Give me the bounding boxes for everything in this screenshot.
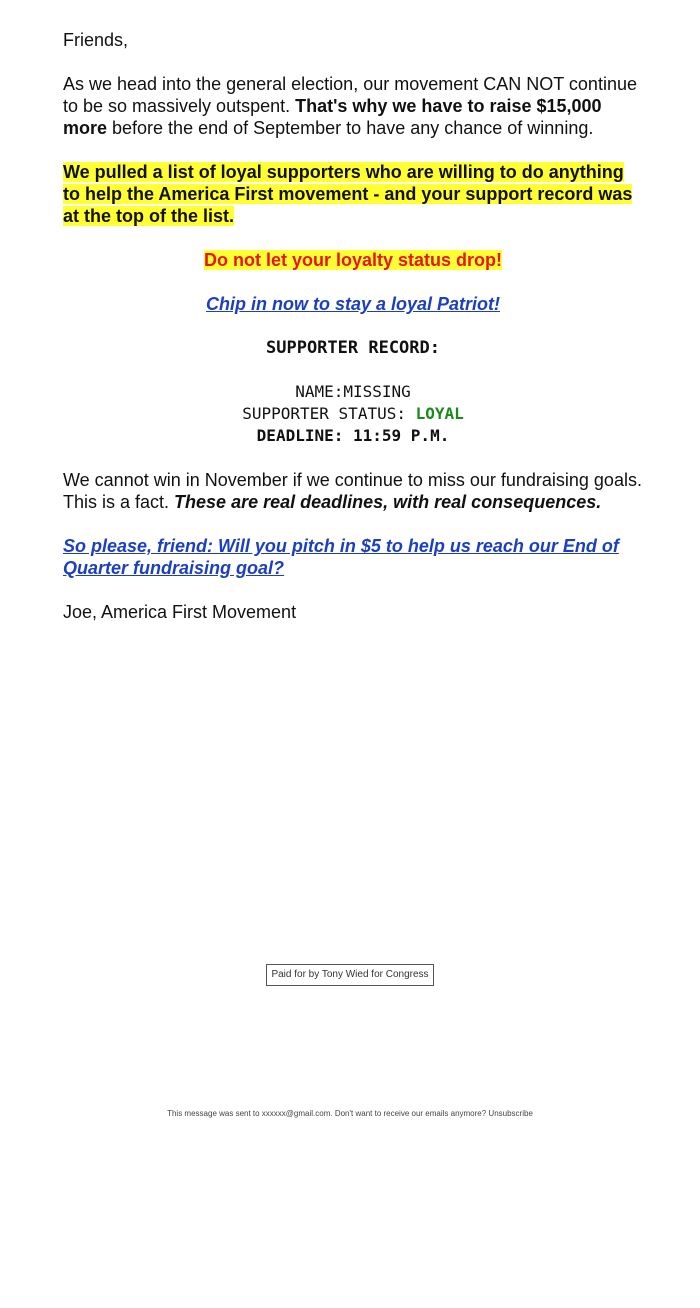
- intro-paragraph: [63, 73, 643, 139]
- warning-text: Do not let your loyalty status drop!: [203, 250, 503, 270]
- paid-for-disclaimer: Paid for by Tony Wied for Congress: [266, 964, 434, 986]
- record-deadline: DEADLINE: 11:59 P.M.: [256, 426, 450, 445]
- signature: Joe, America First Movement: [63, 602, 297, 622]
- record-status-value: LOYAL: [415, 404, 464, 423]
- intro-text-end: before the end of September to have any chance of winning.: [107, 118, 594, 138]
- fundraising-paragraph: [63, 469, 643, 513]
- pitch-in-link[interactable]: So please, friend: Will you pitch in $5 to help us reach our End of Quarter fundraising goal?: [63, 536, 619, 578]
- highlight-paragraph: [63, 161, 643, 227]
- highlight-text: We pulled a list of loyal supporters who are willing to do anything to help the America First movement - and your support record was at the top of the list.: [63, 162, 633, 226]
- intro-bold-text: That's why we have to raise $15,000 more: [63, 96, 602, 138]
- fundraising-bold-italic: These are real deadlines, with real consequences.: [174, 492, 602, 512]
- intro-text: As we head into the general election, our movement CAN NOT continue to be so massively outspent.: [63, 74, 637, 116]
- cta-line-1: [63, 293, 643, 315]
- warning-line: [63, 249, 643, 271]
- record-status: [63, 403, 643, 425]
- chip-in-link[interactable]: Chip in now to stay a loyal Patriot!: [205, 294, 501, 314]
- supporter-record-title: SUPPORTER RECORD:: [266, 338, 440, 358]
- cta-line-2: [63, 535, 643, 579]
- fundraising-text: We cannot win in November if we continue to miss our fundraising goals. This is a fact.: [63, 470, 642, 512]
- record-status-label: SUPPORTER STATUS:: [242, 404, 416, 423]
- footer: [0, 1108, 700, 1120]
- footer-text: This message was sent to xxxxxx@gmail.com. Don't want to receive our emails anymore?: [167, 1109, 489, 1118]
- email-body: [63, 29, 643, 645]
- greeting: Friends,: [63, 30, 129, 50]
- unsubscribe-link[interactable]: Unsubscribe: [488, 1109, 533, 1118]
- record-name: NAME:MISSING: [295, 382, 411, 401]
- supporter-record: [63, 381, 643, 447]
